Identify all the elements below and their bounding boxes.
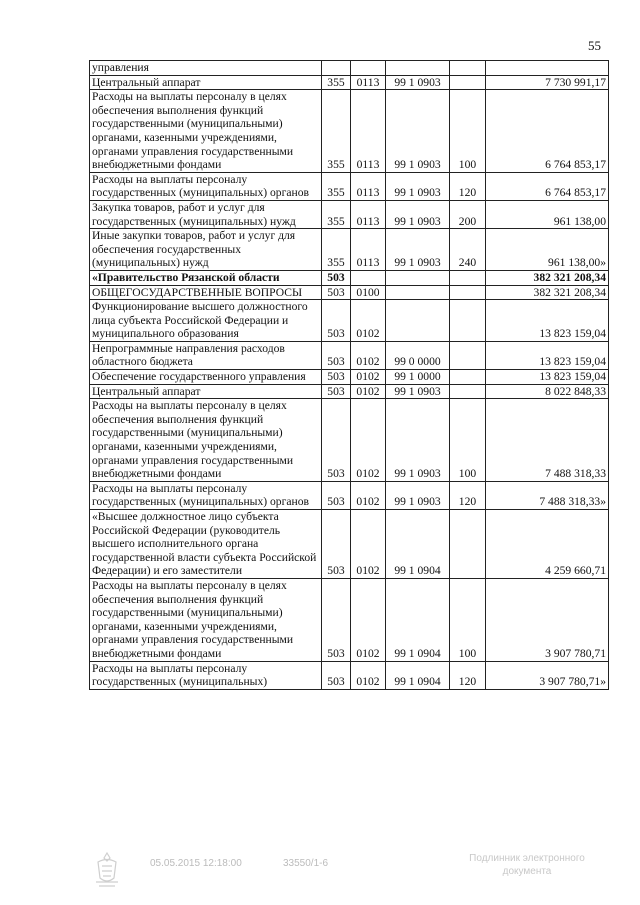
expense-type-code: 240 [450,229,486,271]
section-code [351,270,386,285]
target-code: 99 1 0904 [386,578,450,661]
admin-code: 355 [322,172,351,200]
amount: 3 907 780,71 [486,578,609,661]
section-code: 0100 [351,285,386,300]
footer-doc-code: 33550/1-6 [283,858,329,869]
amount: 382 321 208,34 [486,285,609,300]
amount: 13 823 159,04 [486,341,609,369]
section-code: 0102 [351,661,386,689]
amount: 382 321 208,34 [486,270,609,285]
amount: 6 764 853,17 [486,172,609,200]
table-row [90,510,609,579]
admin-code: 503 [322,661,351,689]
section-code: 0102 [351,300,386,342]
admin-code: 503 [322,384,351,399]
amount: 4 259 660,71 [486,510,609,579]
section-code: 0102 [351,384,386,399]
section-code: 0102 [351,341,386,369]
admin-code: 355 [322,75,351,90]
table-row [90,61,609,76]
row-name: Расходы на выплаты персоналу в целях обеспечения выполнения функций государственными (муниципальными) органами, казенными учреждениями, органами управления государственными внебюджетными фондами [90,90,322,173]
row-name: ОБЩЕГОСУДАРСТВЕННЫЕ ВОПРОСЫ [90,285,322,300]
target-code [386,61,450,76]
mark-line-2: документа [502,866,552,877]
target-code [386,300,450,342]
expense-type-code [450,300,486,342]
section-code: 0102 [351,399,386,482]
amount: 13 823 159,04 [486,370,609,385]
admin-code: 503 [322,399,351,482]
row-name: «Правительство Рязанской области [90,270,322,285]
amount: 7 488 318,33 [486,399,609,482]
target-code: 99 1 0903 [386,172,450,200]
target-code: 99 1 0904 [386,661,450,689]
footer-date: 05.05.2015 12:18:00 [150,858,242,869]
expense-type-code: 100 [450,90,486,173]
row-name: Центральный аппарат [90,75,322,90]
target-code: 99 1 0903 [386,384,450,399]
admin-code: 503 [322,510,351,579]
target-code [386,270,450,285]
table-row [90,370,609,385]
admin-code: 503 [322,578,351,661]
amount: 8 022 848,33 [486,384,609,399]
target-code: 99 1 0903 [386,229,450,271]
electronic-document-mark [452,852,602,878]
row-name: «Высшее должностное лицо субъекта Российской Федерации (руководитель высшего исполнительного органа государственной власти субъекта Российской Федерации) и его заместители [90,510,322,579]
table-row [90,75,609,90]
row-name: Центральный аппарат [90,384,322,399]
target-code: 99 1 0903 [386,90,450,173]
section-code: 0102 [351,481,386,509]
row-name: Функционирование высшего должностного лица субъекта Российской Федерации и муниципального образования [90,300,322,342]
amount [486,61,609,76]
target-code: 99 1 0903 [386,200,450,228]
target-code [386,285,450,300]
admin-code: 503 [322,341,351,369]
amount: 961 138,00 [486,200,609,228]
admin-code: 355 [322,229,351,271]
row-name: Обеспечение государственного управления [90,370,322,385]
expense-type-code: 200 [450,200,486,228]
expense-type-code: 100 [450,578,486,661]
admin-code: 503 [322,370,351,385]
target-code: 99 1 0000 [386,370,450,385]
section-code: 0113 [351,200,386,228]
target-code: 99 0 0000 [386,341,450,369]
row-name: Иные закупки товаров, работ и услуг для обеспечения государственных (муниципальных) нужд [90,229,322,271]
section-code: 0113 [351,90,386,173]
table-row [90,200,609,228]
amount: 7 488 318,33» [486,481,609,509]
admin-code [322,61,351,76]
expense-type-code: 120 [450,481,486,509]
row-name: управления [90,61,322,76]
table-row [90,481,609,509]
admin-code: 355 [322,90,351,173]
row-name: Расходы на выплаты персоналу государственных (муниципальных) [90,661,322,689]
row-name: Непрограммные направления расходов областного бюджета [90,341,322,369]
table-row [90,229,609,271]
expense-type-code [450,370,486,385]
admin-code: 503 [322,285,351,300]
row-name: Расходы на выплаты персоналу в целях обеспечения выполнения функций государственными (муниципальными) органами, казенными учреждениями, органами управления государственными внебюджетными фондами [90,578,322,661]
amount: 13 823 159,04 [486,300,609,342]
amount: 961 138,00» [486,229,609,271]
admin-code: 503 [322,300,351,342]
expense-type-code: 120 [450,172,486,200]
target-code: 99 1 0903 [386,399,450,482]
emblem-icon [92,850,122,890]
table-row [90,399,609,482]
admin-code: 503 [322,270,351,285]
target-code: 99 1 0903 [386,481,450,509]
section-code: 0102 [351,510,386,579]
expense-type-code [450,75,486,90]
target-code: 99 1 0904 [386,510,450,579]
expense-type-code [450,384,486,399]
budget-table [89,60,609,690]
expense-type-code [450,270,486,285]
row-name: Закупка товаров, работ и услуг для государственных (муниципальных) нужд [90,200,322,228]
table-row [90,172,609,200]
admin-code: 355 [322,200,351,228]
section-code [351,61,386,76]
amount: 7 730 991,17 [486,75,609,90]
section-code: 0102 [351,370,386,385]
row-name: Расходы на выплаты персоналу государственных (муниципальных) органов [90,172,322,200]
section-code: 0113 [351,75,386,90]
section-code: 0113 [351,229,386,271]
expense-type-code [450,341,486,369]
expense-type-code [450,510,486,579]
amount: 3 907 780,71» [486,661,609,689]
mark-line-1: Подлинник электронного [469,853,585,864]
expense-type-code [450,61,486,76]
row-name: Расходы на выплаты персоналу в целях обеспечения выполнения функций государственными (муниципальными) органами, казенными учреждениями, органами управления государственными внебюджетными фондами [90,399,322,482]
table-row [90,341,609,369]
table-row [90,285,609,300]
expense-type-code: 100 [450,399,486,482]
expense-type-code: 120 [450,661,486,689]
table-row [90,90,609,173]
expense-type-code [450,285,486,300]
section-code: 0102 [351,578,386,661]
amount: 6 764 853,17 [486,90,609,173]
table-row [90,384,609,399]
row-name: Расходы на выплаты персоналу государственных (муниципальных) органов [90,481,322,509]
table-row [90,270,609,285]
table-row [90,300,609,342]
admin-code: 503 [322,481,351,509]
table-row [90,578,609,661]
section-code: 0113 [351,172,386,200]
page-number: 55 [588,38,601,53]
target-code: 99 1 0903 [386,75,450,90]
table-row [90,661,609,689]
